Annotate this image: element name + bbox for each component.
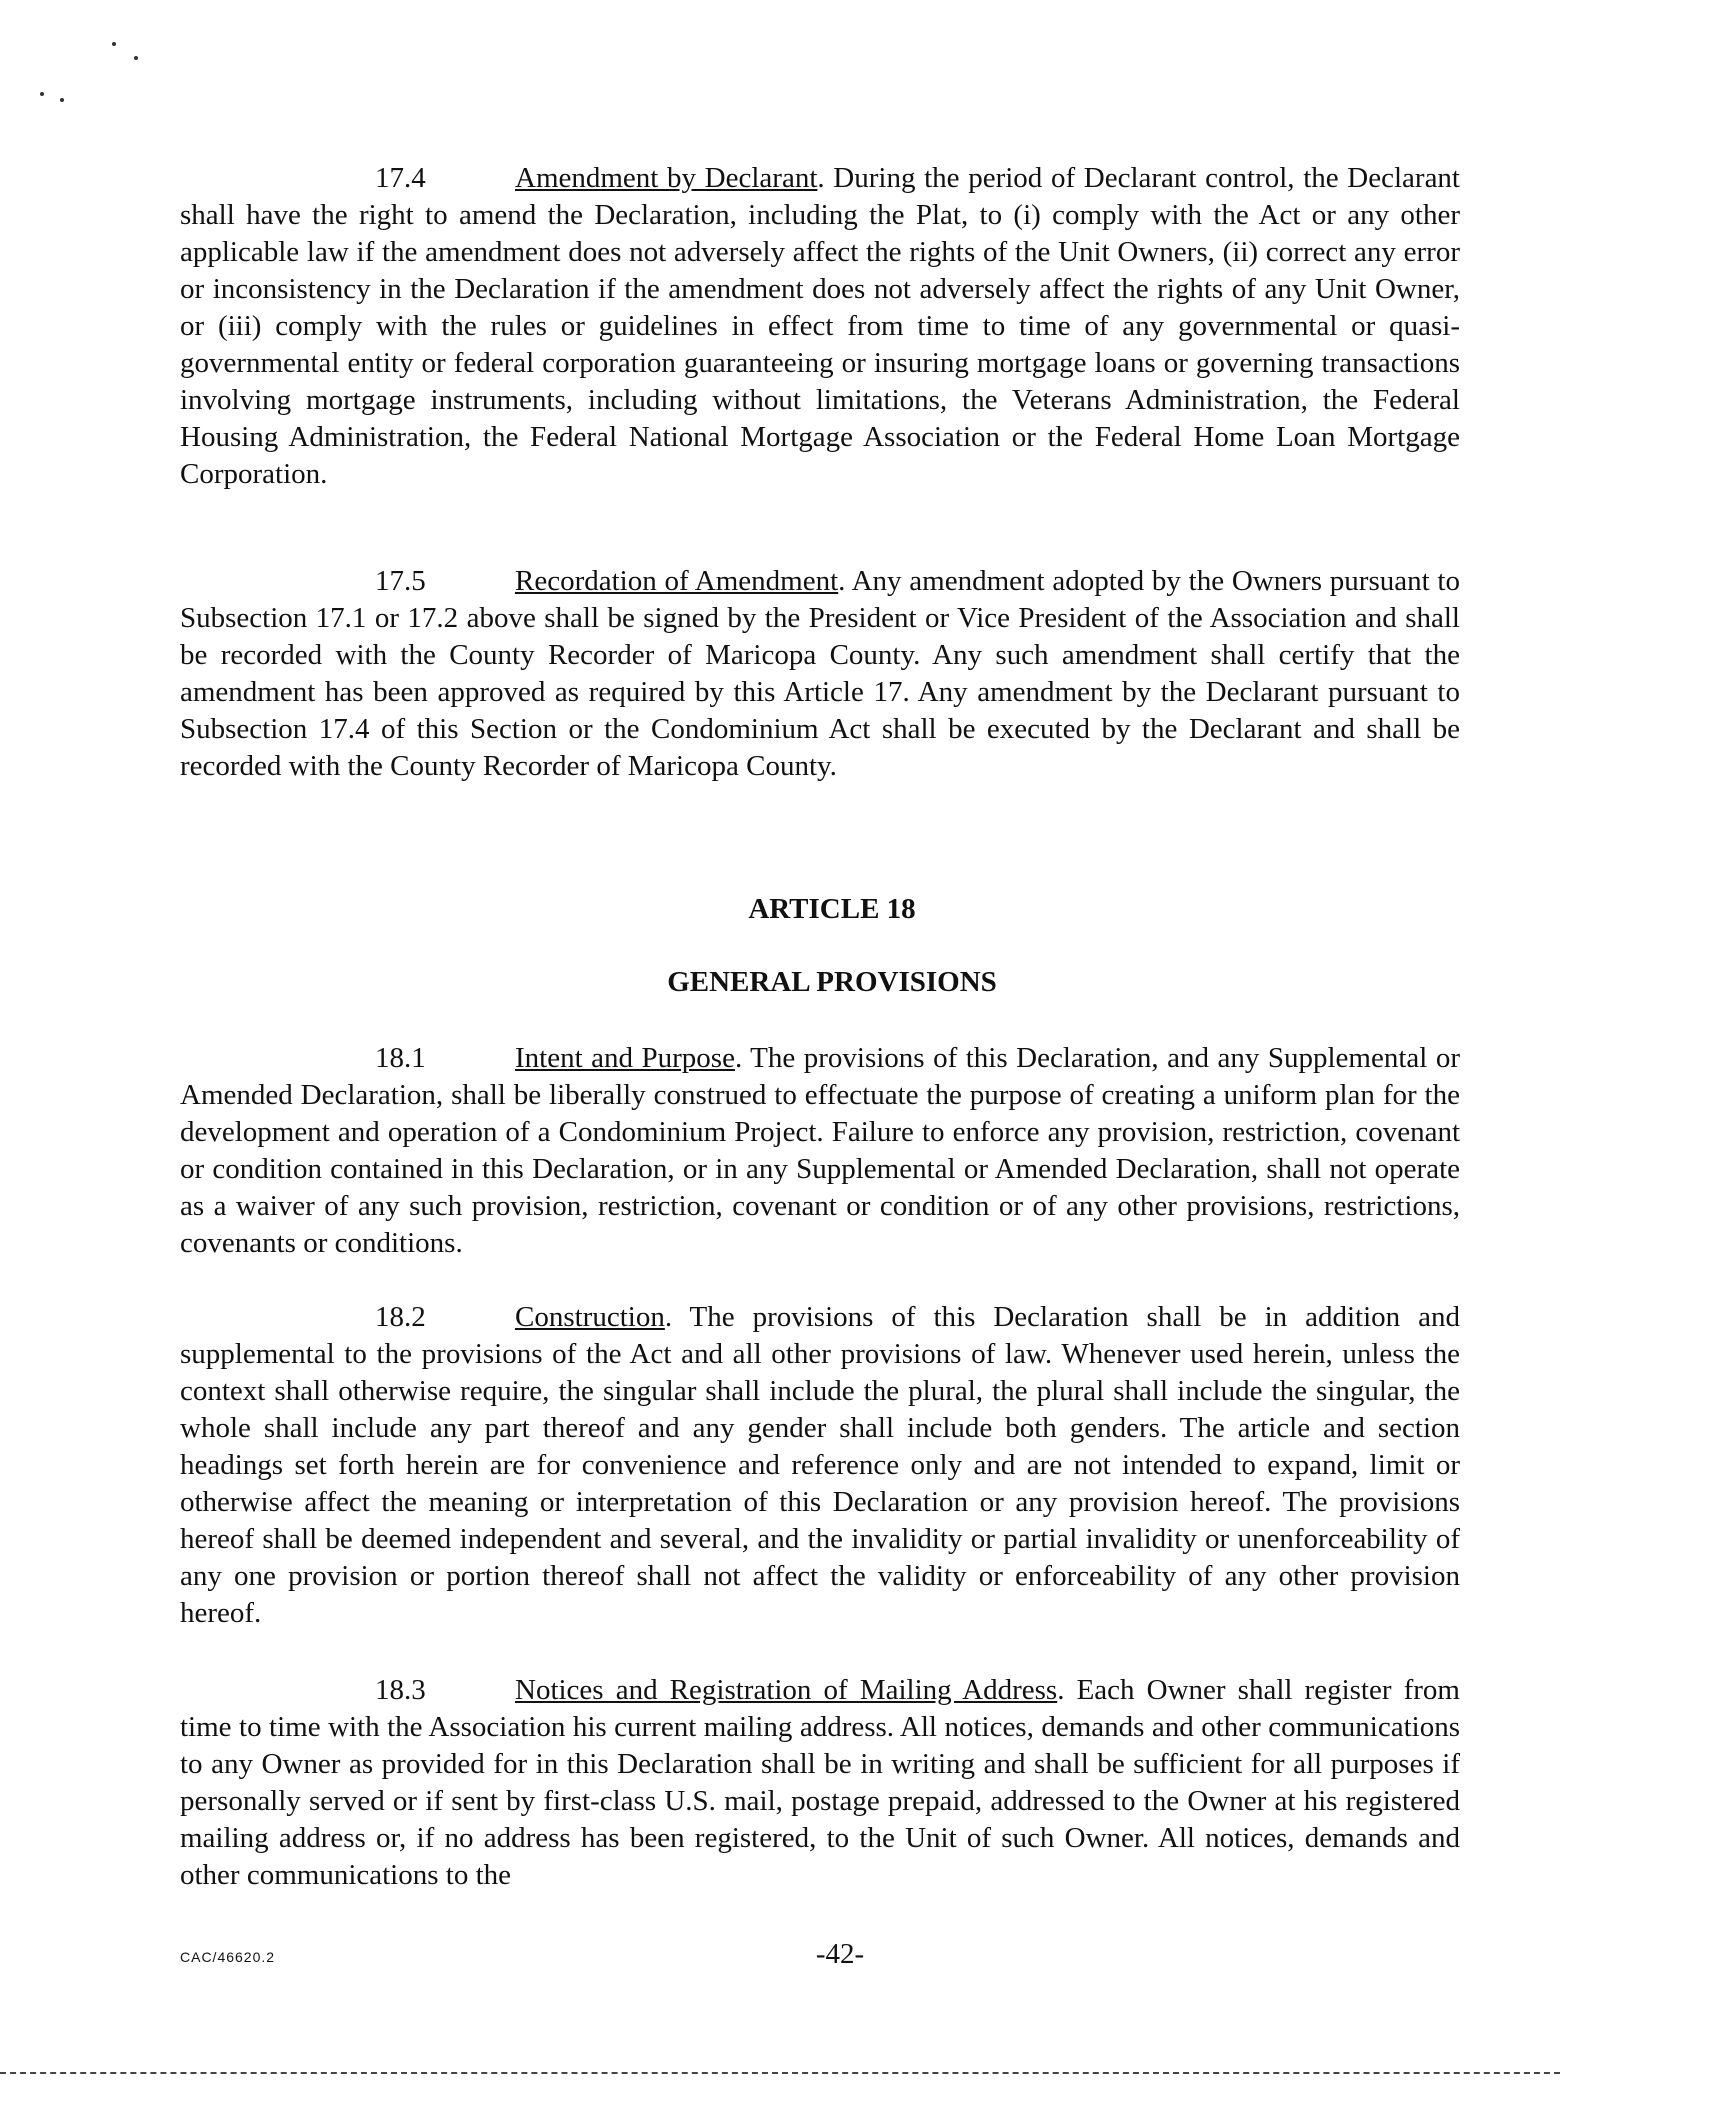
scan-speck [40,92,44,96]
section-body: . The provisions of this Declaration, and any Supplemental or Amended Declaration, shall be liberally construed to effectuate the purpose of creating a uniform plan for the development and operation of a Condominium Project. Failure to enforce any provision, restriction, covenant or condition contained in this Declaration, or in any Supplemental or Amended Declaration, shall not operate as a waiver of any such provision, restriction, covenant or condition or of any other provisions, restrictions, covenants or conditions. [180,1042,1460,1259]
section-body: . Any amendment adopted by the Owners pursuant to Subsection 17.1 or 17.2 above shall be signed by the President or Vice President of the Association and shall be recorded with the County Recorder of Maricopa County. Any such amendment shall certify that the amendment has been approved as required by this Article 17. Any amendment by the Declarant pursuant to Subsection 17.4 of this Section or the Condominium Act shall be executed by the Declarant and shall be recorded with the County Recorder of Maricopa County. [180,565,1460,782]
section-body: . Each Owner shall register from time to time with the Association his current mailing address. All notices, demands and other communications to any Owner as provided for in this Declaration shall be in writing and shall be sufficient for all purposes if personally served or if sent by first-class U.S. mail, postage prepaid, addressed to the Owner at his registered mailing address or, if no address has been registered, to the Unit of such Owner. All notices, demands and other communications to the [180,1674,1460,1891]
section-number: 17.4 [375,162,426,194]
section-number: 18.3 [375,1674,426,1706]
section-17-5 [180,563,1460,785]
section-number: 17.5 [375,565,426,597]
section-18-1 [180,1040,1460,1262]
section-number: 18.2 [375,1301,426,1333]
section-17-4 [180,160,1460,493]
scan-edge-rule [0,2072,1560,2074]
scan-speck [60,98,64,102]
section-body: . The provisions of this Declaration shall be in addition and supplemental to the provisions of the Act and all other provisions of law. Whenever used herein, unless the context shall otherwise require, the singular shall include the plural, the plural shall include the singular, the whole shall include any part thereof and any gender shall include both genders. The article and section headings set forth herein are for convenience and reference only and are not intended to expand, limit or otherwise affect the meaning or interpretation of this Declaration or any provision hereof. The provisions hereof shall be deemed independent and several, and the invalidity or partial invalidity or unenforceability of any one provision or portion thereof shall not affect the validity or enforceability of any other provision hereof. [180,1301,1460,1629]
article-heading: ARTICLE 18 [748,893,916,925]
section-title: Construction [515,1301,665,1333]
page-number: -42- [815,1938,865,1970]
section-title: Recordation of Amendment [515,565,839,597]
section-title: Intent and Purpose [515,1042,735,1074]
document-code: CAC/46620.2 [180,1949,276,1965]
scan-speck [112,42,116,46]
section-body: . During the period of Declarant control, the Declarant shall have the right to amend the Declaration, including the Plat, to (i) comply with the Act or any other applicable law if the amendment does not adversely affect the rights of the Unit Owners, (ii) correct any error or inconsistency in the Declaration if the amendment does not adversely affect the rights of any Unit Owner, or (iii) comply with the rules or guidelines in effect from time to time of any governmental or quasi-governmental entity or federal corporation guaranteeing or insuring mortgage loans or governing transactions involving mortgage instruments, including without limitations, the Veterans Administration, the Federal Housing Administration, the Federal National Mortgage Association or the Federal Home Loan Mortgage Corporation. [180,162,1460,490]
section-title: Amendment by Declarant [515,162,818,194]
section-18-2 [180,1299,1460,1632]
section-number: 18.1 [375,1042,426,1074]
scan-speck [134,56,138,60]
article-subheading: GENERAL PROVISIONS [667,966,997,998]
section-18-3 [180,1672,1460,1894]
section-title: Notices and Registration of Mailing Address [515,1674,1058,1706]
